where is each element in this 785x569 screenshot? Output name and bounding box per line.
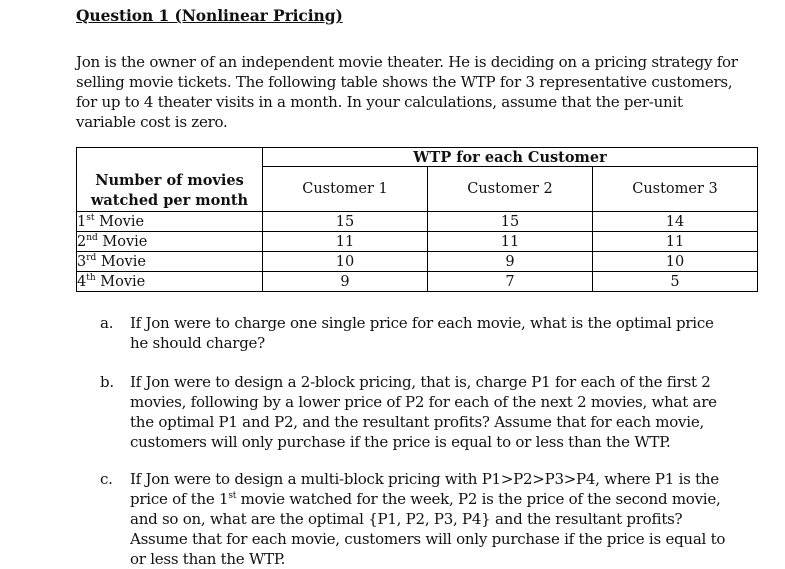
customer-2-header: Customer 2 [428, 167, 593, 212]
table-cell: 7 [428, 272, 593, 292]
customer-3-header: Customer 3 [593, 167, 758, 212]
question-b [100, 372, 736, 452]
table-cell: 10 [593, 252, 758, 272]
table-cell: 9 [428, 252, 593, 272]
table-cell: 11 [263, 232, 428, 252]
table-cell: 5 [593, 272, 758, 292]
row-label: 4th Movie [77, 272, 263, 292]
question-a [100, 313, 736, 353]
table-cell: 9 [263, 272, 428, 292]
question-c-text: If Jon were to design a multi-block pricing with P1>P2>P3>P4, where P1 is the price of the 1st movie watched for the week, P2 is the price of the second movie, and so on, what are the optimal {P1, P2, P3, P4} and the resultant profits? Assume that for each movie, customers will only purchase if the price is equal to or less than the WTP. [130, 470, 726, 568]
row-label: 3rd Movie [77, 252, 263, 272]
table-cell: 11 [593, 232, 758, 252]
table-cell: 15 [428, 212, 593, 232]
question-title: Question 1 (Nonlinear Pricing) [76, 6, 343, 25]
row-header: Number of movies watched per month [77, 148, 263, 212]
wtp-table [76, 147, 758, 292]
question-a-letter: a. [100, 314, 114, 332]
table-row [77, 252, 758, 272]
table-row [77, 232, 758, 252]
table-cell: 14 [593, 212, 758, 232]
table-cell: 15 [263, 212, 428, 232]
customer-1-header: Customer 1 [263, 167, 428, 212]
table-row [77, 212, 758, 232]
row-label: 2nd Movie [77, 232, 263, 252]
table-cell: 10 [263, 252, 428, 272]
question-c-letter: c. [100, 470, 113, 488]
question-b-letter: b. [100, 373, 114, 391]
table-row [77, 272, 758, 292]
row-label: 1st Movie [77, 212, 263, 232]
question-a-text: If Jon were to charge one single price for each movie, what is the optimal price he should charge? [130, 314, 714, 352]
group-header: WTP for each Customer [263, 148, 758, 167]
table-cell: 11 [428, 232, 593, 252]
question-c [100, 469, 736, 569]
intro-paragraph: Jon is the owner of an independent movie theater. He is deciding on a pricing strategy for selling movie tickets. The following table shows the WTP for 3 representative customers, for up to 4 theater visits in a month. In your calculations, assume that the per-unit variable cost is zero. [76, 53, 738, 131]
question-b-text: If Jon were to design a 2-block pricing, that is, charge P1 for each of the first 2 movies, following by a lower price of P2 for each of the next 2 movies, what are the optimal P1 and P2, and the resultant profits? Assume that for each movie, customers will only purchase if the price is equal to or less than the WTP. [130, 373, 717, 451]
